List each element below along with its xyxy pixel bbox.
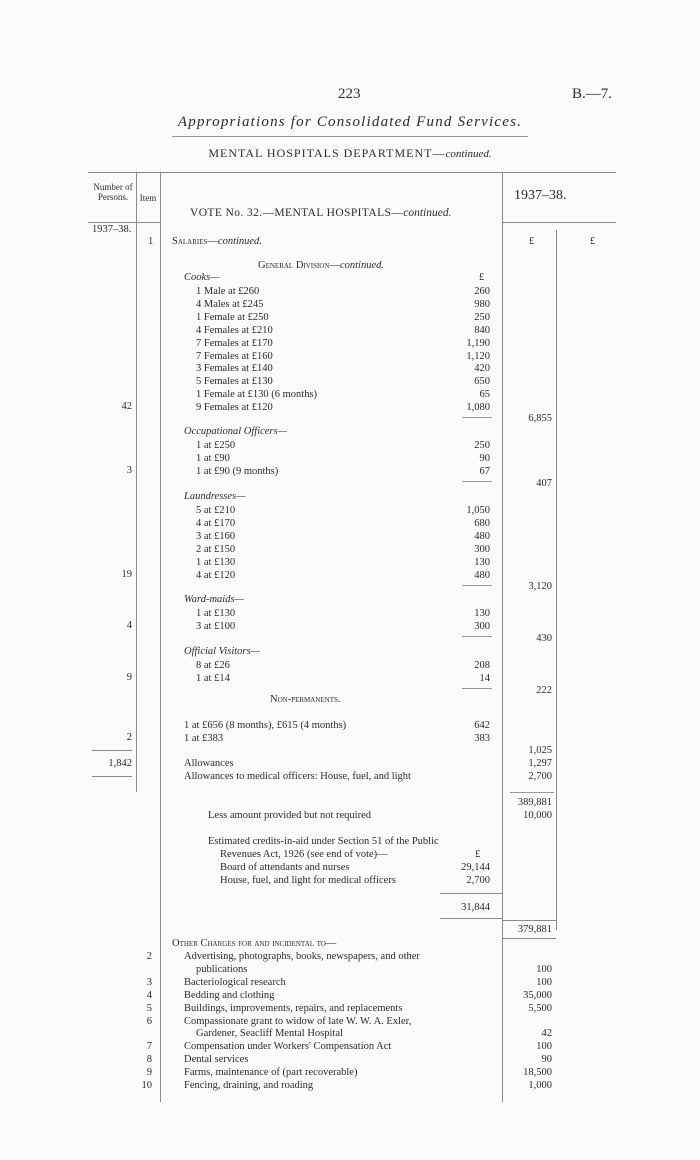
row-label: 1 Female at £130 (6 months) <box>196 389 318 401</box>
credit-amount: 29,144 <box>461 862 490 873</box>
subtotal-rule <box>462 585 492 586</box>
row-amount: 250 <box>474 440 490 451</box>
row-label: 1 at £130 <box>196 556 236 568</box>
row-label: 1 at £656 (8 months), £615 (4 months) <box>184 720 347 731</box>
detail-row <box>0 401 700 414</box>
persons-count: 19 <box>121 568 132 580</box>
row-amount: 420 <box>474 363 490 375</box>
section-total: 6,855 <box>528 413 552 424</box>
detail-row <box>0 375 700 388</box>
detail-row <box>0 569 700 582</box>
charge-amount: 35,000 <box>523 989 552 1001</box>
row-label: 3 at £160 <box>196 530 236 542</box>
row-amount: 208 <box>474 660 490 671</box>
detail-row <box>0 452 700 465</box>
charge-amount: 100 <box>536 963 552 975</box>
net-rule <box>502 920 556 921</box>
document-reference: B.—7. <box>572 86 613 102</box>
persons-column-header: Number of Persons. <box>93 182 133 202</box>
row-label: 5 Females at £130 <box>196 376 273 388</box>
credit-label: Board of attendants and nurses <box>220 862 350 873</box>
row-amount: 642 <box>474 720 490 731</box>
detail-row <box>0 350 700 363</box>
section-heading: Cooks— <box>184 272 220 283</box>
row-amount: 1,190 <box>466 337 490 349</box>
row-label: 1 Female at £250 <box>196 311 269 323</box>
detail-row <box>0 298 700 311</box>
item-number: 8 <box>146 1054 152 1066</box>
row-label: 1 at £90 <box>196 452 230 464</box>
detail-row <box>0 504 700 517</box>
credits-line: Estimated credits-in-aid under Section 51 of the Public <box>208 836 439 847</box>
detail-row <box>0 362 700 375</box>
charge-label: Gardener, Seacliff Mental Hospital <box>196 1028 343 1040</box>
row-amount: 1,050 <box>466 505 490 516</box>
section-total: 430 <box>536 633 552 644</box>
detail-row <box>0 324 700 337</box>
subtotal-rule <box>462 481 492 482</box>
subtotal-rule <box>510 792 554 793</box>
item-column-header: Item <box>139 193 157 203</box>
row-label: 1 at £383 <box>184 732 224 744</box>
less-label: Less amount provided but not required <box>208 810 372 821</box>
row-amount: 650 <box>474 376 490 388</box>
detail-row <box>0 543 700 556</box>
page-title: Appropriations for Consolidated Fund Services. <box>177 114 523 130</box>
item-number: 2 <box>146 951 152 962</box>
row-label: 8 at £26 <box>196 660 230 671</box>
row-label: 3 Females at £140 <box>196 363 273 375</box>
row-label: 7 Females at £160 <box>196 350 273 362</box>
charge-amount: 100 <box>536 976 552 988</box>
title-rule <box>172 136 528 137</box>
row-amount: 480 <box>474 569 490 581</box>
allowance-label: Allowances <box>184 758 234 769</box>
credits-line: Revenues Act, 1926 (see end of vote)— <box>220 849 388 860</box>
row-amount: 840 <box>474 324 490 336</box>
row-label: 3 at £100 <box>196 620 236 632</box>
section-heading: Official Visitors— <box>184 646 260 657</box>
item-number: 1 <box>148 236 154 247</box>
section-heading: Ward-maids— <box>184 594 244 605</box>
section-total: 407 <box>536 478 552 489</box>
section-heading: Non-permanents. <box>270 694 341 705</box>
detail-row <box>0 659 700 672</box>
credit-amount: 2,700 <box>466 874 490 886</box>
salaries-heading: Salaries—continued. <box>172 236 262 247</box>
charge-amount: 5,500 <box>528 1002 552 1014</box>
detail-row <box>0 337 700 350</box>
charge-label: Fencing, draining, and roading <box>184 1080 314 1091</box>
row-label: 1 Male at £260 <box>196 286 260 297</box>
section-heading: Occupational Officers— <box>184 426 287 437</box>
row-label: 4 Females at £210 <box>196 324 273 336</box>
header-bottom-rule-right <box>502 222 616 223</box>
row-amount: 1,080 <box>466 402 490 414</box>
detail-row <box>0 607 700 620</box>
year-column-header: 1937–38. <box>514 188 567 203</box>
persons-rule <box>92 776 132 777</box>
subtotal-rule <box>462 417 492 418</box>
credits-total: 31,844 <box>461 902 490 913</box>
detail-row <box>0 719 700 732</box>
allowance-label: Allowances to medical officers: House, fuel, and light <box>184 770 411 782</box>
detail-row <box>0 311 700 324</box>
row-amount: 680 <box>474 517 490 529</box>
row-label: 4 at £120 <box>196 569 236 581</box>
year-left: 1937–38. <box>92 224 132 235</box>
credit-label: House, fuel, and light for medical officers <box>220 874 396 886</box>
detail-row <box>0 439 700 452</box>
row-label: 9 Females at £120 <box>196 402 273 414</box>
persons-count: 3 <box>126 464 132 476</box>
row-label: 1 at £250 <box>196 440 236 451</box>
persons-count: 2 <box>126 732 132 743</box>
row-amount: 130 <box>474 608 490 619</box>
charge-label: publications <box>196 963 248 975</box>
header-bottom-rule-left <box>88 222 160 223</box>
allowance-amount: 2,700 <box>528 770 552 782</box>
charge-amount: 90 <box>541 1054 552 1066</box>
item-number: 3 <box>146 976 152 988</box>
persons-count: 42 <box>121 401 132 413</box>
persons-total: 1,842 <box>108 758 132 769</box>
charge-amount: 42 <box>541 1028 552 1040</box>
table-top-rule <box>88 172 616 173</box>
subtotal-rule <box>462 636 492 637</box>
row-label: 7 Females at £170 <box>196 337 273 349</box>
section-heading: Laundresses— <box>184 491 246 502</box>
charge-label: Compassionate grant to widow of late W. W. A. Exler, <box>184 1015 412 1027</box>
department-heading: MENTAL HOSPITALS DEPARTMENT—continued. <box>208 146 492 160</box>
row-amount: 260 <box>474 286 490 297</box>
vote-title: VOTE No. 32.—MENTAL HOSPITALS—continued. <box>190 207 452 219</box>
division-heading: General Division—continued. <box>258 260 384 271</box>
persons-count: 9 <box>126 671 132 683</box>
charge-label: Advertising, photographs, books, newspapers, and other <box>184 951 420 962</box>
row-label: 2 at £150 <box>196 543 236 555</box>
section-total: 3,120 <box>528 581 552 592</box>
row-amount: 383 <box>474 732 490 744</box>
credits-rule <box>440 918 502 919</box>
row-label: 1 at £14 <box>196 672 230 684</box>
subtotal: 389,881 <box>517 797 552 808</box>
persons-column-divider <box>136 172 137 792</box>
item-number: 5 <box>146 1002 152 1014</box>
row-label: 1 at £130 <box>196 608 236 619</box>
detail-row <box>0 620 700 633</box>
net-rule <box>502 938 556 939</box>
row-amount: 90 <box>479 452 490 464</box>
credits-rule <box>440 893 502 894</box>
pound-sign: £ <box>475 849 481 860</box>
item-number: 10 <box>141 1080 152 1091</box>
less-amount: 10,000 <box>523 810 552 821</box>
detail-row <box>0 285 700 298</box>
other-charges-heading: Other Charges for and incidental to— <box>172 938 337 949</box>
row-label: 4 Males at £245 <box>196 298 264 310</box>
row-amount: 130 <box>474 556 490 568</box>
allowance-amount: 1,297 <box>528 758 552 769</box>
detail-row <box>0 530 700 543</box>
item-number: 4 <box>146 989 152 1001</box>
row-amount: 300 <box>474 543 490 555</box>
page-number: 223 <box>338 86 361 102</box>
section-total: 222 <box>536 685 552 696</box>
pound-sign: £ <box>590 236 596 247</box>
detail-row <box>0 465 700 478</box>
pound-sign: £ <box>529 236 535 247</box>
row-label: 1 at £90 (9 months) <box>196 465 279 477</box>
detail-row <box>0 388 700 401</box>
charge-label: Bacteriological research <box>184 976 286 988</box>
item-number: 7 <box>146 1041 152 1053</box>
persons-rule <box>92 750 132 751</box>
detail-row <box>0 517 700 530</box>
subtotal-rule <box>462 688 492 689</box>
detail-row <box>0 732 700 745</box>
row-amount: 980 <box>474 298 490 310</box>
charge-label: Farms, maintenance of (part recoverable) <box>184 1067 358 1079</box>
charge-amount: 18,500 <box>523 1067 552 1079</box>
row-amount: 480 <box>474 530 490 542</box>
row-amount: 1,120 <box>466 350 490 362</box>
row-amount: 300 <box>474 620 490 632</box>
row-amount: 67 <box>479 465 490 477</box>
row-amount: 250 <box>474 311 490 323</box>
persons-count: 4 <box>126 619 132 631</box>
section-total: 1,025 <box>528 745 552 756</box>
charge-label: Dental services <box>184 1054 249 1066</box>
row-amount: 14 <box>479 672 490 684</box>
charge-label: Bedding and clothing <box>184 989 275 1001</box>
row-label: 4 at £170 <box>196 517 236 529</box>
net-total: 379,881 <box>517 924 552 935</box>
item-number: 9 <box>146 1067 152 1079</box>
charge-label: Compensation under Workers' Compensation Act <box>184 1041 392 1053</box>
detail-row <box>0 672 700 685</box>
charge-amount: 1,000 <box>528 1080 552 1091</box>
pound-sign: £ <box>479 272 485 283</box>
item-number: 6 <box>146 1015 152 1027</box>
charge-amount: 100 <box>536 1041 552 1053</box>
row-label: 5 at £210 <box>196 505 236 516</box>
detail-row <box>0 556 700 569</box>
charge-label: Buildings, improvements, repairs, and replacements <box>184 1002 403 1014</box>
row-amount: 65 <box>479 389 490 401</box>
